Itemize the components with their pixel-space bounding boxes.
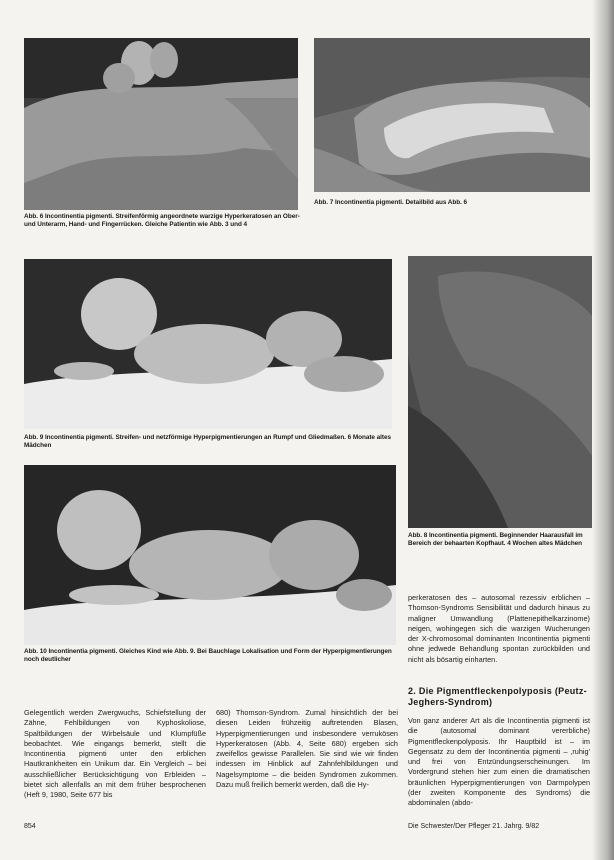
figure-8-caption: Abb. 8 Incontinentia pigmenti. Beginnender Haarausfall im Bereich der behaarten Kopfhaut. 4 Wochen altes Mädchen xyxy=(408,532,583,547)
figure-6-caption: Abb. 6 Incontinentia pigmenti. Streifenförmig angeordnete warzige Hyperkeratosen an Ober- und Unterarm, Hand- und Fingerrücken. Gleiche Patientin wie Abb. 3 und 4 xyxy=(24,213,300,228)
figure-9-photo xyxy=(24,259,392,429)
column-3-text-top: perkeratosen des – autosomal rezessiv erblichen – Thomson-Syndroms Sensibilität und dadurch hinaus zu maligner Umwandlung (Plattenepithelkarzinome) neigen, wohingegen sich die warzigen Wucherungen der X-chromosomal dominanten Incontinentia pigmenti ohne jedwede Behandlung spontan zurückbilden und nicht als bösartig einharten. xyxy=(408,593,590,664)
column-3-text-bottom: Von ganz anderer Art als die Incontinentia pigmenti ist die (autosomal dominant vererbliche) Pigmentfleckenpolyposis. Ihr Hauptbild ist – im Gegensatz zu dem der Incontinentia pigmenti – ‚ruhig' und frei von Entzündungserscheinungen. Im Vordergrund stehen hier zum einen die dramatischen bräunlichen Hyperpigmentierungen von Darmpolypen (der zweiten Komponente des Syndroms) die abdominalen (abdo- xyxy=(408,716,590,808)
journal-footer: Die Schwester/Der Pfleger 21. Jahrg. 9/82 xyxy=(408,823,540,830)
figure-10-caption: Abb. 10 Incontinentia pigmenti. Gleiches Kind wie Abb. 9. Bei Bauchlage Lokalisation und Form der Hyperpigmentierungen noch deutlicher xyxy=(24,648,392,663)
figure-6-photo xyxy=(24,38,298,210)
figure-8-photo xyxy=(408,256,592,528)
page-edge-shadow xyxy=(592,0,614,860)
page-number: 854 xyxy=(24,823,36,830)
figure-9-caption: Abb. 9 Incontinentia pigmenti. Streifen- und netzförmige Hyperpigmentierungen an Rumpf und Gliedmaßen. 6 Monate altes Mädchen xyxy=(24,434,391,449)
figure-7-caption: Abb. 7 Incontinentia pigmenti. Detailbild aus Abb. 6 xyxy=(314,199,468,206)
figure-7-photo xyxy=(314,38,590,192)
column-1-text: Gelegentlich werden Zwergwuchs, Schiefstellung der Zähne, Fehlbildungen von Kyphoskoliose, Spaltbildungen der Wirbelsäule und Klumpfüße beobachtet. Wie eingangs bemerkt, stellt die Incontinentia pigmenti unter den erblichen Hautkrankheiten ein Unikum dar. Ein Vergleich – bei ausschließlicher Berücksichtigung von Erbleiden – bietet sich allenfalls an mit dem früher besprochenen (Heft 9, 1980, Seite 677 bis xyxy=(24,708,206,800)
section-heading: 2. Die Pigmentfleckenpolyposis (Peutz-Jeghers-Syndrom) xyxy=(408,686,587,707)
figure-10-photo xyxy=(24,465,396,645)
column-2-text: 680) Thomson-Syndrom. Zumal hinsichtlich der bei diesen Leiden frühzeitig auftretenden Blasen, Hyperpigmentierungen und insbesondere verrukösen Hyperkeratosen (Abb. 4, Seite 680) ergeben sich zweifellos gewisse Parallelen. Sie sind wie wir finden indessen im Hinblick auf Zahnfehlbildungen und Nagelsymptome – die beiden Syndromen zukommen. Dazu muß freilich bemerkt werden, daß die Hy- xyxy=(216,708,398,790)
